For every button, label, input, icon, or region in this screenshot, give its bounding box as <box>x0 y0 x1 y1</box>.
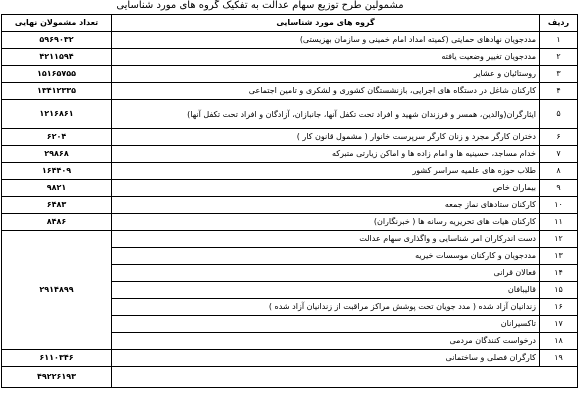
table-row <box>2 350 578 367</box>
row-number: ۱۷ <box>540 316 578 333</box>
total-count: ۴۹۲۲۶۱۹۳ <box>2 367 112 388</box>
row-number: ۱۵ <box>540 282 578 299</box>
table-row <box>2 66 578 83</box>
row-count: ۶۲۰۴ <box>2 129 112 146</box>
header-group: گروه های مورد شناسایی <box>112 15 540 32</box>
row-count: ۶۴۸۳ <box>2 197 112 214</box>
table-row <box>2 231 578 248</box>
row-number: ۱ <box>540 32 578 49</box>
merged-count-12-18: ۲۹۱۴۸۹۹ <box>2 231 112 350</box>
row-number: ۲ <box>540 49 578 66</box>
row-group: ایثارگران(والدین، همسر و فرزندان شهید و افراد تحت تکفل آنها، جانبازان، آزادگان و افراد تحت تکفل آنها) <box>112 100 540 129</box>
row-number: ۱۹ <box>540 350 578 367</box>
row-group: کارکنان ستادهای نماز جمعه <box>112 197 540 214</box>
row-group: طلاب حوزه های علمیه سراسر کشور <box>112 163 540 180</box>
row-count: ۹۸۲۱ <box>2 180 112 197</box>
table-row <box>2 100 578 129</box>
table-header-row <box>2 15 578 32</box>
row-group: درخواست کنندگان مردمی <box>112 333 540 350</box>
row-count: ۱۵۱۶۵۷۵۵ <box>2 66 112 83</box>
row-number: ۱۳ <box>540 248 578 265</box>
row-count: ۸۴۸۶ <box>2 214 112 231</box>
row-number: ۷ <box>540 146 578 163</box>
table-row <box>2 197 578 214</box>
row-count: ۶۱۱۰۳۴۶ <box>2 350 112 367</box>
row-group: کارکنان شاغل در دستگاه های اجرایی، بازنشستگان کشوری و لشکری و تامین اجتماعی <box>112 83 540 100</box>
row-group: مددجویان نهادهای حمایتی (کمیته امداد امام خمینی و سازمان بهزیستی) <box>112 32 540 49</box>
row-group: دست اندرکاران امر شناسایی و واگذاری سهام عدالت <box>112 231 540 248</box>
row-group: کارکنان هیات های تحریریه رسانه ها ( خبرنگاران) <box>112 214 540 231</box>
row-number: ۹ <box>540 180 578 197</box>
row-number: ۸ <box>540 163 578 180</box>
row-group: خدام مساجد، حسینیه ها و امام زاده ها و اماکن زیارتی متبرکه <box>112 146 540 163</box>
row-group: مددجویان و کارکنان موسسات خیریه <box>112 248 540 265</box>
document-title: مشمولین طرح توزیع سهام عدالت به تفکیک گروه های مورد شناسایی <box>116 0 404 11</box>
row-group: مددجویان تغییر وضعیت یافته <box>112 49 540 66</box>
table-row <box>2 129 578 146</box>
row-number: ۴ <box>540 83 578 100</box>
row-count: ۱۶۴۴۰۹ <box>2 163 112 180</box>
row-group: روستائیان و عشایر <box>112 66 540 83</box>
row-number: ۶ <box>540 129 578 146</box>
header-count: تعداد مشمولان نهایی <box>2 15 112 32</box>
row-count: ۱۲۱۶۸۶۱ <box>2 100 112 129</box>
total-row <box>2 367 578 388</box>
row-count: ۱۳۴۱۲۳۳۵ <box>2 83 112 100</box>
distribution-table <box>1 14 578 388</box>
row-number: ۱۶ <box>540 299 578 316</box>
table-row <box>2 49 578 66</box>
row-number: ۵ <box>540 100 578 129</box>
row-number: ۱۸ <box>540 333 578 350</box>
row-count: ۴۲۱۱۵۹۴ <box>2 49 112 66</box>
total-spacer <box>112 367 578 388</box>
row-count: ۵۹۶۹۰۳۲ <box>2 32 112 49</box>
header-row-number: ردیف <box>540 15 578 32</box>
row-group: دختران کارگر مجرد و زنان کارگر سرپرست خانوار ( مشمول قانون کار ) <box>112 129 540 146</box>
table-row <box>2 32 578 49</box>
row-number: ۳ <box>540 66 578 83</box>
table-row <box>2 163 578 180</box>
row-group: زندانیان آزاد شده ( مدد جویان تحت پوشش مراکز مراقبت از زندانیان آزاد شده ) <box>112 299 540 316</box>
table-row <box>2 180 578 197</box>
row-number: ۱۴ <box>540 265 578 282</box>
table-row <box>2 146 578 163</box>
row-count: ۲۹۸۶۸ <box>2 146 112 163</box>
row-number: ۱۱ <box>540 214 578 231</box>
row-number: ۱۰ <box>540 197 578 214</box>
row-group: کارگران فصلی و ساختمانی <box>112 350 540 367</box>
row-group: فعالان قرانی <box>112 265 540 282</box>
table-row <box>2 83 578 100</box>
row-group: قالیبافان <box>112 282 540 299</box>
row-group: تاکسیرانان <box>112 316 540 333</box>
table-row <box>2 214 578 231</box>
row-number: ۱۲ <box>540 231 578 248</box>
row-group: بیماران خاص <box>112 180 540 197</box>
